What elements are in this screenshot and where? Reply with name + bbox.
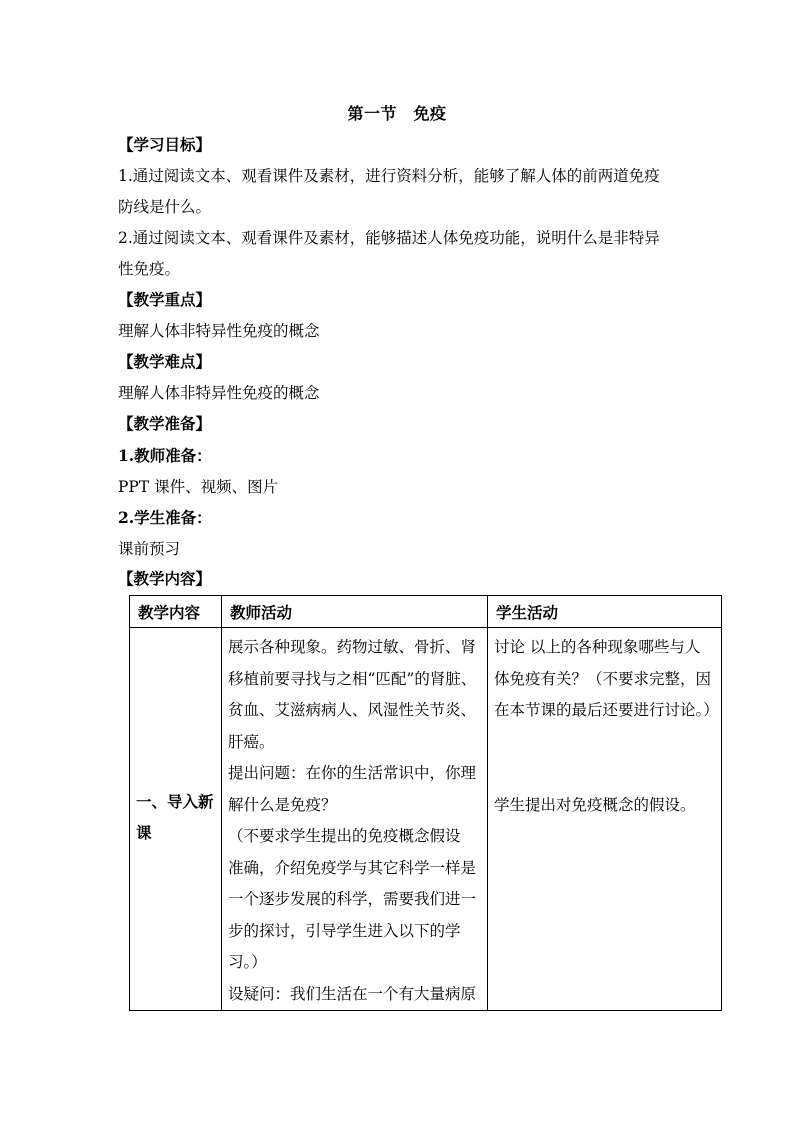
text-line: 体免疫有关？（不要求完整，因: [494, 669, 712, 688]
student-activity-cell: [488, 628, 722, 1011]
key-point-heading: 【教学重点】: [118, 290, 212, 309]
teacher-prep-text: PPT 课件、视频、图片: [118, 478, 279, 496]
header-teacher: 教师活动: [230, 602, 293, 622]
teacher-activity-cell: [222, 628, 488, 1011]
lesson-table: [129, 595, 722, 1011]
section-label: [136, 786, 214, 848]
header-student: 学生活动: [496, 602, 559, 622]
text-line: 在本节课的最后还要进行讨论。）: [494, 701, 719, 719]
teacher-prep-label: 1.教师准备：: [118, 446, 212, 465]
difficulty-heading: 【教学难点】: [118, 352, 212, 371]
header-content: 教学内容: [138, 602, 201, 622]
table-header-row: [130, 596, 722, 628]
teacher-activity-text: [222, 628, 487, 1010]
page-title: 第一节 免疫: [347, 104, 447, 123]
student-prep-text: 课前预习: [118, 540, 181, 558]
objectives-heading: 【学习目标】: [118, 135, 212, 154]
content-heading: 【教学内容】: [118, 569, 212, 588]
objective-1-line-2: 防线是什么。: [118, 198, 212, 216]
text-line: [494, 758, 715, 790]
text-line: 贫血、艾滋病病人、风湿性关节炎、: [228, 701, 477, 719]
student-activity-text: [488, 628, 721, 821]
objective-2-line-1: 2.通过阅读文本、观看课件及素材，能够描述人体免疫功能，说明什么是非特异: [118, 229, 660, 247]
section-cell: [130, 628, 222, 1011]
header-cell: [488, 596, 722, 628]
objective-1-line-1: 1.通过阅读文本、观看课件及素材，进行资料分析，能够了解人体的前两道免疫: [118, 167, 660, 185]
key-point-text: 理解人体非特异性免疫的概念: [118, 322, 320, 340]
text-line: [494, 727, 715, 759]
text-line: 学生提出对免疫概念的假设。: [494, 795, 696, 814]
text-line: 讨论 以上的各种现象哪些与人: [494, 638, 701, 656]
preparation-heading: 【教学准备】: [118, 414, 212, 433]
objective-2-line-2: 性免疫。: [118, 260, 181, 278]
text-line: 提出问题：在你的生活常识中，你理: [228, 764, 477, 782]
text-line: 肝癌。: [228, 732, 275, 751]
text-line: 展示各种现象。药物过敏、骨折、肾: [228, 638, 477, 656]
text-line: 准确，介绍免疫学与其它科学一样是: [228, 858, 477, 877]
text-line: 一个逐步发展的科学，需要我们进一: [228, 890, 477, 908]
text-line: 解什么是免疫？: [228, 795, 337, 814]
text-line: 设疑问：我们生活在一个有大量病原: [228, 984, 477, 1003]
difficulty-text: 理解人体非特异性免疫的概念: [118, 384, 320, 402]
text-line: （不要求学生提出的免疫概念假设: [228, 827, 461, 845]
text-line: 习。）: [228, 953, 267, 971]
header-cell: [130, 596, 222, 628]
section-label-line: 一、导入新: [136, 792, 214, 811]
text-line: 移植前要寻找与之相“匹配”的肾脏、: [228, 669, 477, 688]
section-label-line: 课: [136, 823, 152, 842]
text-line: 步的探讨，引导学生进入以下的学: [228, 921, 461, 940]
student-prep-label: 2.学生准备：: [118, 508, 212, 527]
table-row: [130, 628, 722, 1011]
header-cell: [222, 596, 488, 628]
